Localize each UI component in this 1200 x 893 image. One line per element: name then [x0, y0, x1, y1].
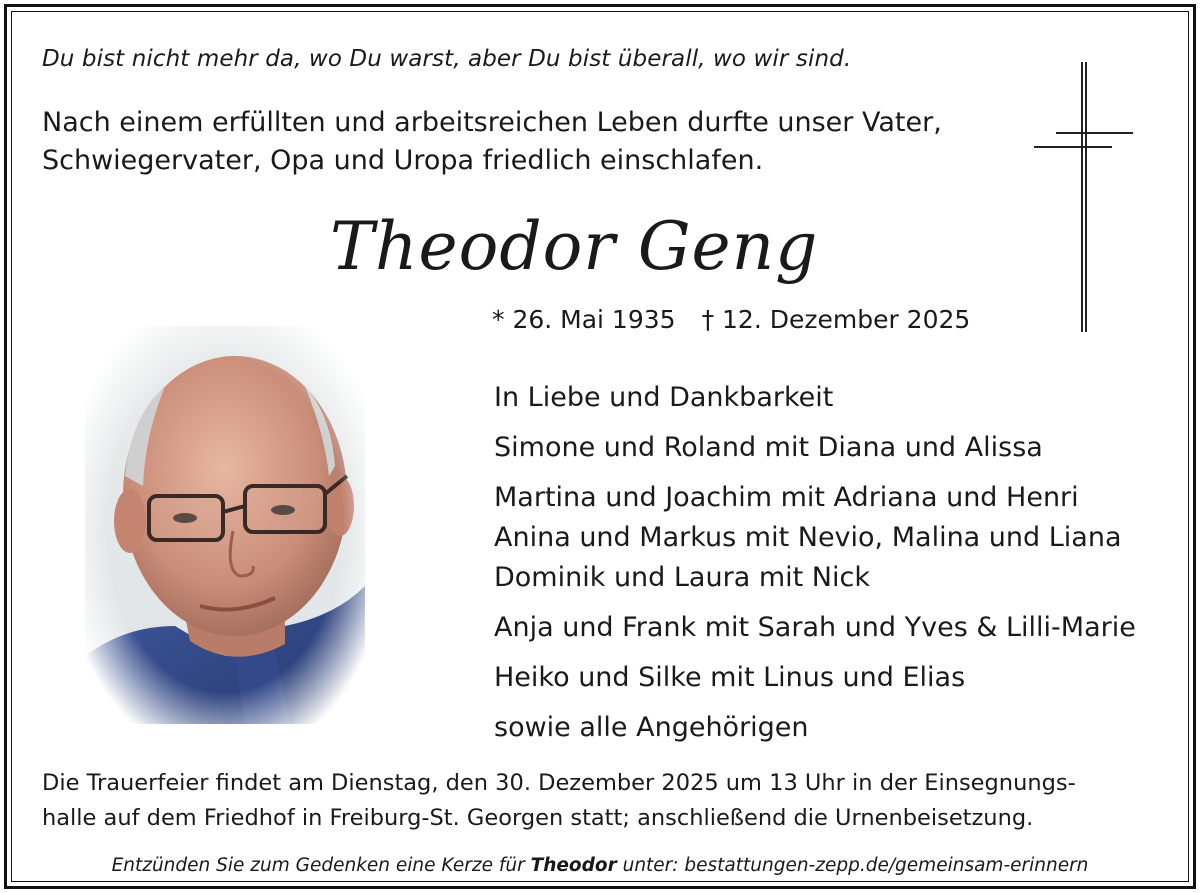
memorial-footer — [0, 855, 1200, 876]
life-dates — [492, 305, 970, 334]
family-line: sowie alle Angehörigen — [494, 712, 809, 743]
intro-line: Nach einem erfüllten und arbeitsreichen Leben durfte unser Vater, — [42, 107, 942, 138]
service-line: halle auf dem Friedhof in Freiburg-St. Georgen statt; anschließend die Urnenbeisetzung. — [42, 805, 1034, 831]
footer-link-text[interactable]: unter: bestattungen-zepp.de/gemeinsam-erinnern — [622, 855, 1089, 876]
family-line: Martina und Joachim mit Adriana und Henri — [494, 482, 1079, 513]
memorial-motto: Du bist nicht mehr da, wo Du warst, aber Du bist überall, wo wir sind. — [42, 46, 852, 72]
mourners-list — [494, 378, 1174, 748]
family-line: Simone und Roland mit Diana und Alissa — [494, 432, 1043, 463]
intro-line: Schwiegervater, Opa und Uropa friedlich einschlafen. — [42, 145, 764, 176]
family-intro: In Liebe und Dankbarkeit — [494, 382, 834, 413]
intro-text — [42, 104, 1002, 180]
family-line: Dominik und Laura mit Nick — [494, 562, 870, 593]
footer-prefix: Entzünden Sie zum Gedenken eine Kerze für — [111, 855, 525, 876]
death-date: † 12. Dezember 2025 — [701, 305, 971, 334]
deceased-name: Theodor Geng — [330, 208, 819, 285]
family-line: Anina und Markus mit Nevio, Malina und Liana — [494, 522, 1122, 553]
birth-date: * 26. Mai 1935 — [492, 305, 676, 334]
funeral-service-info — [42, 766, 1162, 836]
family-line: Anja und Frank mit Sarah und Yves & Lilli-Marie — [494, 612, 1136, 643]
cross-icon — [1030, 60, 1136, 336]
family-line: Heiko und Silke mit Linus und Elias — [494, 662, 966, 693]
footer-name: Theodor — [530, 855, 617, 876]
service-line: Die Trauerfeier findet am Dienstag, den 30. Dezember 2025 um 13 Uhr in der Einsegnungs- — [42, 770, 1076, 796]
portrait-photo — [85, 326, 365, 724]
